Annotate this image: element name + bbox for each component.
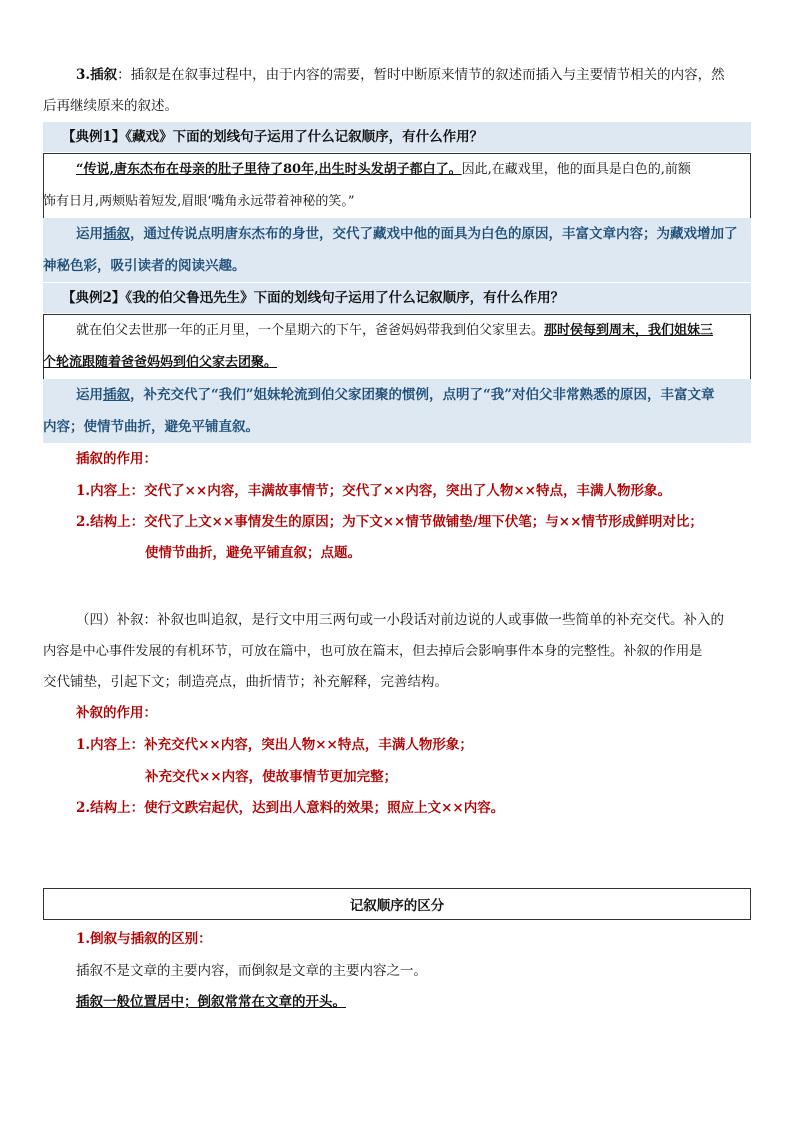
example2-underlined-part1: 那时侯每到周末，我们姐妹三	[544, 323, 714, 338]
difference-line2: 插叙一般位置居中；倒叙常常在文章的开头。	[76, 994, 346, 1010]
insertion-function-item2: 2.结构上：交代了上文××事情发生的原因；为下文××情节做铺垫/埋下伏笔；与××情节形成鲜明对比；	[76, 514, 703, 530]
supplement-function-item1-cont: 补充交代××内容，使故事情节更加完整；	[145, 769, 398, 785]
example1-answer-line2: 神秘色彩，吸引读者的阅读兴趣。	[43, 258, 246, 274]
example2-answer-line2: 内容；使情节曲折，避免平铺直叙。	[43, 419, 259, 435]
insertion-definition-line2: 后再继续原来的叙述。	[43, 98, 178, 114]
supplement-function-item1: 1.内容上：补充交代××内容，突出人物××特点，丰满人物形象；	[76, 737, 473, 753]
supplement-function-item2: 2.结构上：使行文跌宕起伏，达到出人意料的效果；照应上文××内容。	[76, 800, 505, 816]
insertion-label: 3.插叙	[76, 67, 118, 83]
example1-underlined-sentence: “传说,唐东杰布在母亲的肚子里待了80年,出生时头发胡子都白了。	[76, 162, 462, 177]
example1-title: 【典例1】《藏戏》下面的划线句子运用了什么记叙顺序，有什么作用？	[62, 129, 484, 145]
example2-answer-key: 插叙	[103, 387, 130, 403]
difference-line1: 插叙不是文章的主要内容，而倒叙是文章的主要内容之一。	[76, 963, 427, 979]
insertion-function-item2-cont: 使情节曲折，避免平铺直叙；点题。	[145, 545, 361, 561]
insertion-function-heading: 插叙的作用：	[76, 451, 157, 467]
example2-title: 【典例2】《我的伯父鲁迅先生》下面的划线句子运用了什么记叙顺序，有什么作用？	[62, 290, 565, 306]
supplement-function-heading: 补叙的作用：	[76, 705, 157, 721]
example1-quote-line1: “传说,唐东杰布在母亲的肚子里待了80年,出生时头发胡子都白了。因此,在藏戏里，他的面具是白色的,前额	[76, 162, 691, 177]
example1-answer-line1: 运用插叙，通过传说点明唐东杰布的身世，交代了藏戏中他的面具为白色的原因，丰富文章内容；为藏戏增加了	[76, 226, 738, 242]
insertion-function-item1: 1.内容上：交代了××内容，丰满故事情节；交代了××内容，突出了人物××特点，丰满人物形象。	[76, 483, 671, 499]
example1-answer-key: 插叙	[103, 226, 130, 242]
example2-quote-line1: 就在伯父去世那一年的正月里，一个星期六的下午，爸爸妈妈带我到伯父家里去。那时侯每到周末，我们姐妹三	[76, 323, 714, 338]
difference-heading: 1.倒叙与插叙的区别：	[76, 931, 212, 947]
example2-underlined-part2: 个轮流跟随着爸爸妈妈到伯父家去团聚。	[43, 355, 278, 370]
example1-quote-line2: 饰有日月,两颊贴着短发,眉眼‘嘴角永远带着神秘的笑。”	[43, 194, 355, 209]
example2-answer-line1: 运用插叙，补充交代了“我们”姐妹轮流到伯父家团聚的惯例，点明了“我”对伯父非常熟悉的原因，丰富文章	[76, 387, 715, 403]
supplement-label: （四）补叙	[76, 612, 144, 628]
section-heading: 记叙顺序的区分	[349, 898, 445, 914]
supplement-definition-line3: 交代铺垫，引起下文；制造亮点，曲折情节；补充解释，完善结构。	[43, 674, 448, 690]
supplement-definition-line1: （四）补叙：补叙也叫追叙，是行文中用三两句或一小段话对前边说的人或事做一些简单的补充交代。补入的	[76, 612, 724, 628]
insertion-definition-line1: 3.插叙：插叙是在叙事过程中，由于内容的需要，暂时中断原来情节的叙述而插入与主要情节相关的内容，然	[76, 67, 725, 83]
supplement-definition-line2: 内容是中心事件发展的有机环节，可放在篇中，也可放在篇末，但去掉后会影响事件本身的完整性。补叙的作用是	[43, 644, 703, 659]
section-heading-box	[43, 888, 751, 920]
